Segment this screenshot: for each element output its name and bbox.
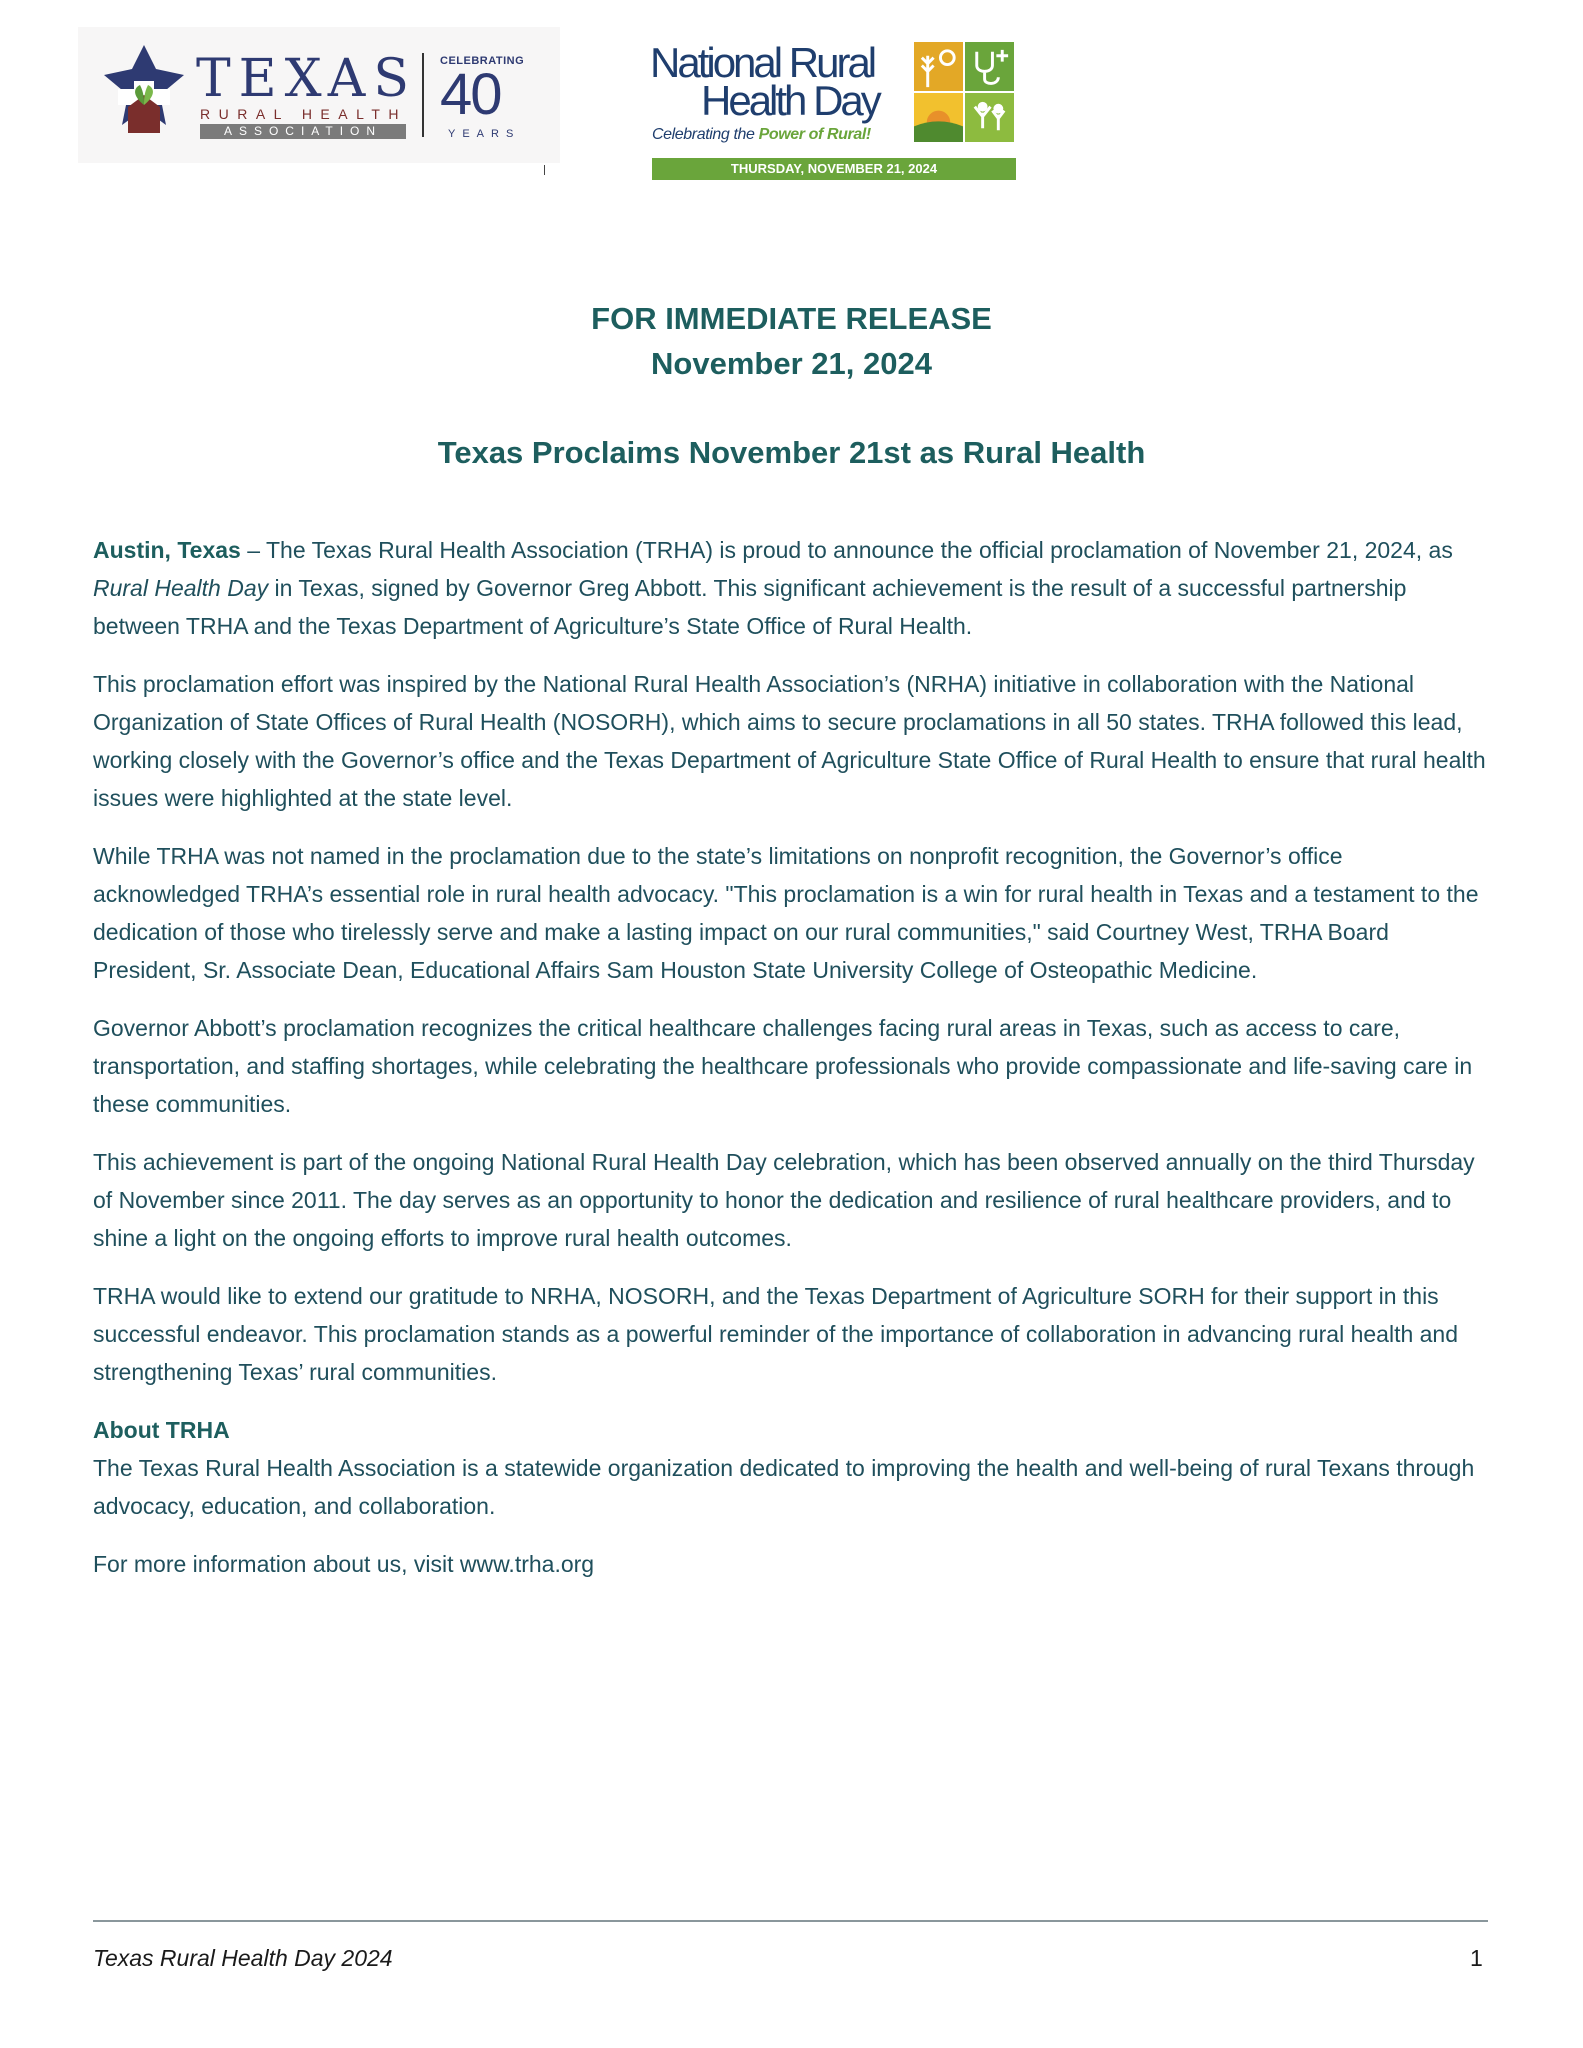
- trha-logo-years: YEARS: [448, 128, 521, 140]
- about-heading: About TRHA: [93, 1417, 230, 1443]
- paragraph-3: While TRHA was not named in the proclamation due to the state’s limitations on nonprofit recognition, the Governor’s office acknowledged TRHA’s essential role in rural health advocacy. "This proclamation is a win for rural health in Texas and a testament to the dedication of those who tirelessly serve and make a lasting impact on our rural communities," said Courtney West, TRHA Board President, Sr. Associate Dean, Educational Affairs Sam Houston State University College of Osteopathic Medicine.: [93, 843, 1479, 983]
- nrhd-logo: [650, 39, 1020, 182]
- nrhd-tagline-prefix: Celebrating the: [652, 126, 755, 143]
- paragraph-1-italic: Rural Health Day: [93, 575, 269, 601]
- nrhd-logo-tiles: [914, 42, 1014, 142]
- paragraph-6: TRHA would like to extend our gratitude to NRHA, NOSORH, and the Texas Department of Agriculture SORH for their support in this successful endeavor. This proclamation stands as a powerful reminder of the importance of collaboration in advancing rural health and strengthening Texas’ rural communities.: [93, 1283, 1459, 1385]
- people-celebrating-icon: [965, 93, 1014, 142]
- paragraph-5: This achievement is part of the ongoing National Rural Health Day celebration, which has been observed annually on the third Thursday of November since 2011. The day serves as an opportunity to honor the dedication and resilience of rural healthcare providers, and to shine a light on the ongoing efforts to improve rural health outcomes.: [93, 1149, 1475, 1251]
- paragraph-2: This proclamation effort was inspired by the National Rural Health Association’s (NRHA) initiative in collaboration with the National Organization of State Offices of Rural Health (NOSORH), which aims to secure proclamations in all 50 states. TRHA followed this lead, working closely with the Governor’s office and the Texas Department of Agriculture State Office of Rural Health to ensure that rural health issues were highlighted at the state level.: [93, 671, 1486, 811]
- nrhd-tagline-emphasis: Power of Rural!: [758, 126, 871, 143]
- footer-title: Texas Rural Health Day 2024: [93, 1945, 393, 1971]
- dateline: Austin, Texas: [93, 537, 241, 563]
- release-date: November 21, 2024: [651, 346, 932, 381]
- paragraph-1-text-b: in Texas, signed by Governor Greg Abbott. This significant achievement is the result of a successful partnership between TRHA and the Texas Department of Agriculture’s State Office of Rural Health.: [93, 575, 1407, 639]
- texas-star-cross-icon: [104, 45, 184, 135]
- page-number: 1: [1470, 1945, 1483, 1971]
- trha-logo-association: ASSOCIATION: [200, 124, 406, 139]
- nrhd-logo-tagline: [652, 126, 871, 144]
- release-label: FOR IMMEDIATE RELEASE: [591, 301, 992, 336]
- stethoscope-icon: [965, 42, 1014, 91]
- trha-logo-forty: 40: [440, 62, 501, 127]
- paragraph-1-text-a: – The Texas Rural Health Association (TRHA) is proud to announce the official proclamation of November 21, 2024, as: [240, 537, 1453, 563]
- paragraph-1: [93, 531, 1493, 645]
- footer-rule: [93, 1920, 1488, 1922]
- trha-logo-celebrating: CELEBRATING: [440, 55, 525, 67]
- nrhd-logo-line2: Health Day: [701, 77, 879, 124]
- trha-logo-rural-health: RURAL HEALTH: [200, 106, 408, 122]
- divider-tick: [544, 165, 545, 175]
- nrhd-logo-line1: National Rural: [650, 39, 875, 86]
- more-info: For more information about us, visit www.trha.org: [93, 1551, 595, 1577]
- paragraph-4: Governor Abbott’s proclamation recognizes the critical healthcare challenges facing rural areas in Texas, such as access to care, transportation, and staffing shortages, while celebrating the healthcare professionals who provide compassionate and life-saving care in these communities.: [93, 1015, 1473, 1117]
- sunrise-fields-icon: [914, 93, 963, 142]
- page-title: Texas Proclaims November 21st as Rural Health: [437, 435, 1146, 470]
- press-release-body: [93, 531, 1493, 1603]
- about-text: The Texas Rural Health Association is a statewide organization dedicated to improving the health and well-being of rural Texans through advocacy, education, and collaboration.: [93, 1455, 1475, 1519]
- nrhd-date-banner: THURSDAY, NOVEMBER 21, 2024: [652, 158, 1016, 180]
- logo-divider: [422, 53, 424, 137]
- trha-logo: [78, 27, 560, 163]
- wheat-icon: [914, 42, 963, 91]
- trha-logo-texas: TEXAS: [196, 49, 417, 109]
